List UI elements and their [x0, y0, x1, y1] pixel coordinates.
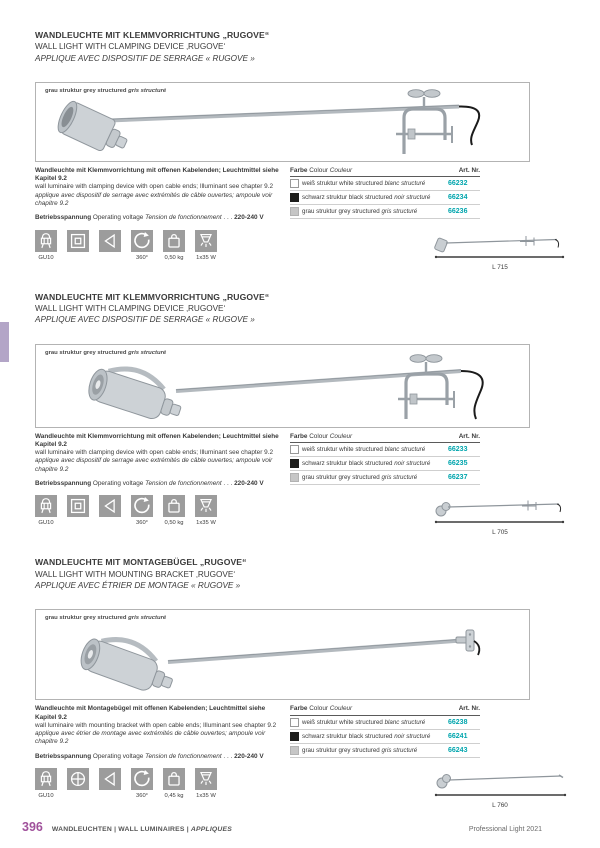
- section-title-en: WALL LIGHT WITH CLAMPING DEVICE ‚RUGOVE‘: [35, 42, 226, 52]
- image-caption: [45, 88, 166, 94]
- table-header-artnr: Art. Nr.: [458, 166, 480, 174]
- section-titles: [35, 557, 570, 591]
- caption-en: grey structured: [83, 349, 127, 356]
- product-image-box: [35, 609, 530, 700]
- spec-weight: [163, 230, 185, 261]
- voltage-line: [35, 480, 285, 488]
- spec-label: 360°: [136, 520, 148, 527]
- product-illustration-clamp-spot: [36, 83, 529, 161]
- table-header-artnr: Art. Nr.: [458, 432, 480, 440]
- spec-gu10: [35, 230, 57, 261]
- color-label-en: grey structured: [338, 746, 380, 754]
- spec-adjustable: [99, 230, 121, 261]
- lamp-wattage-icon: [195, 230, 217, 252]
- section-title-de: WANDLEUCHTE MIT MONTAGEBÜGEL „RUGOVE“: [35, 557, 247, 568]
- caption-de: grau struktur: [45, 349, 82, 356]
- color-article-table: [290, 433, 480, 489]
- spec-rotation: [131, 230, 153, 261]
- dimension-label: L 705: [492, 529, 508, 537]
- table-header-colour: Colour: [309, 166, 329, 174]
- product-illustration-bracket-spot: [36, 610, 529, 699]
- adjustable-tilt-icon: [99, 768, 121, 790]
- color-label-de: weiß struktur: [302, 718, 338, 726]
- table-row: [290, 716, 480, 730]
- color-label-fr: gris structuré: [381, 208, 418, 216]
- voltage-label-fr: Tension de fonctionnement: [145, 752, 222, 760]
- color-label-fr: gris structuré: [381, 474, 418, 482]
- spec-wattage: [195, 230, 217, 261]
- color-label-en: black structured: [348, 460, 393, 468]
- spec-protection-class: [67, 230, 89, 261]
- spec-gu10: [35, 495, 57, 526]
- color-label-en: white structured: [339, 718, 383, 726]
- description-de: Wandleuchte mit Klemmvorrichtung mit offenen Kabelenden; Leuchtmittel siehe Kapitel 9.2: [35, 432, 279, 448]
- voltage-value: 220-240 V: [234, 214, 264, 222]
- product-description: [35, 705, 285, 761]
- article-number: 66236: [448, 208, 468, 216]
- article-number: 66237: [448, 474, 468, 482]
- voltage-value: 220-240 V: [234, 480, 264, 488]
- color-label-fr: noir structuré: [394, 732, 431, 740]
- section-title-de: WANDLEUCHTE MIT KLEMMVORRICHTUNG „RUGOVE“: [35, 291, 270, 302]
- protection-class-ii-icon: [67, 230, 89, 252]
- gu10-socket-icon: [35, 495, 57, 517]
- color-article-table: [290, 705, 480, 761]
- spec-icons-row: [35, 768, 217, 799]
- color-swatch-grey: [290, 746, 299, 755]
- spec-wattage: [195, 768, 217, 799]
- table-row: [290, 471, 480, 485]
- spec-icons-row: [35, 230, 217, 261]
- voltage-dots: . . .: [223, 480, 233, 488]
- color-label-de: schwarz struktur: [302, 194, 348, 202]
- voltage-line: [35, 214, 285, 222]
- spec-weight: [163, 495, 185, 526]
- description-en: wall luminaire with mounting bracket with open cable ends; Illuminant see chapter 9.2: [35, 721, 277, 729]
- spec-mounting: [67, 768, 89, 799]
- spec-adjustable: [99, 495, 121, 526]
- color-swatch-white: [290, 718, 299, 727]
- voltage-label-de: Betriebsspannung: [35, 214, 92, 222]
- section-body: [35, 433, 570, 489]
- article-number: 66241: [448, 732, 468, 740]
- image-caption: [45, 350, 166, 356]
- color-label-en: black structured: [348, 732, 393, 740]
- table-header: [290, 167, 480, 178]
- color-label-en: black structured: [348, 194, 393, 202]
- product-illustration-clamp-doublespot: [36, 345, 529, 427]
- description-fr: applique avec dispositif de serrage avec extrémités de câble ouvertes; ampoule voir chapitre 9.2: [35, 191, 273, 208]
- product-description: [35, 167, 285, 223]
- section-body: [35, 167, 570, 223]
- color-label-fr: blanc structuré: [384, 180, 426, 188]
- mounting-screw-icon: [67, 768, 89, 790]
- article-number: 66235: [448, 460, 468, 468]
- table-header-farbe: Farbe: [290, 705, 308, 713]
- footer-edition: Professional Light 2021: [468, 826, 542, 833]
- section-specs: [35, 495, 570, 536]
- footer-category-main: WANDLEUCHTEN | WALL LUMINAIRES |: [51, 826, 189, 833]
- color-label-en: grey structured: [338, 208, 380, 216]
- table-row: [290, 744, 480, 758]
- color-swatch-black: [290, 459, 299, 468]
- footer-category: [52, 826, 232, 833]
- section-title-fr: APPLIQUE AVEC DISPOSITIF DE SERRAGE « RUGOVE »: [35, 53, 255, 63]
- weight-icon: [163, 495, 185, 517]
- voltage-label-en: Operating voltage: [92, 752, 144, 760]
- color-label-de: grau struktur: [302, 208, 337, 216]
- protection-class-ii-icon: [67, 495, 89, 517]
- chapter-side-tab: [0, 322, 9, 362]
- weight-icon: [163, 230, 185, 252]
- spec-weight: [163, 768, 185, 799]
- caption-de: grau struktur: [45, 87, 82, 94]
- adjustable-tilt-icon: [99, 495, 121, 517]
- table-header-artnr: Art. Nr.: [458, 705, 480, 713]
- product-image-box: [35, 344, 530, 428]
- table-header-colour: Colour: [309, 705, 329, 713]
- color-swatch-black: [290, 732, 299, 741]
- spec-label: 360°: [136, 254, 148, 261]
- voltage-label-fr: Tension de fonctionnement: [145, 480, 222, 488]
- spec-adjustable: [99, 768, 121, 799]
- spec-gu10: [35, 768, 57, 799]
- spec-wattage: [195, 495, 217, 526]
- rotation-360-icon: [131, 230, 153, 252]
- rotation-360-icon: [131, 495, 153, 517]
- voltage-dots: . . .: [223, 752, 233, 760]
- dimension-label: L 715: [492, 263, 508, 271]
- color-label-fr: noir structuré: [394, 460, 431, 468]
- gu10-socket-icon: [35, 768, 57, 790]
- section-body: [35, 705, 570, 761]
- article-number: 66234: [448, 194, 468, 202]
- product-section-rugove-clamp-2: [35, 292, 570, 537]
- table-header-couleur: Couleur: [329, 166, 353, 174]
- color-label-en: white structured: [339, 446, 383, 454]
- description-fr: applique avec étrier de montage avec extrémités de câble ouvertes; ampoule voir chapitre 9.2: [35, 730, 266, 746]
- color-label-en: grey structured: [338, 474, 380, 482]
- spec-label: GU10: [38, 254, 54, 261]
- table-row: [290, 205, 480, 219]
- spec-label: 0,50 kg: [164, 254, 184, 261]
- lamp-wattage-icon: [195, 768, 217, 790]
- spec-rotation: [131, 768, 153, 799]
- caption-fr: gris structuré: [128, 87, 167, 94]
- spec-label: GU10: [38, 793, 54, 800]
- section-titles: [35, 30, 570, 64]
- section-title-en: WALL LIGHT WITH MOUNTING BRACKET ‚RUGOVE‘: [35, 569, 236, 579]
- table-header: [290, 705, 480, 716]
- dimension-figure: [430, 768, 570, 809]
- color-swatch-grey: [290, 473, 299, 482]
- voltage-line: [35, 753, 285, 761]
- rotation-360-icon: [131, 768, 153, 790]
- description-en: wall luminaire with clamping device with open cable ends; Illuminant see chapter 9.2: [35, 449, 274, 457]
- caption-en: grey structured: [83, 87, 127, 94]
- section-title-fr: APPLIQUE AVEC DISPOSITIF DE SERRAGE « RUGOVE »: [35, 315, 255, 325]
- article-number: 66233: [448, 446, 468, 454]
- table-header-colour: Colour: [309, 432, 329, 440]
- table-header-farbe: Farbe: [290, 166, 308, 174]
- spec-label: 1x35 W: [196, 254, 216, 261]
- section-title-en: WALL LIGHT WITH CLAMPING DEVICE ‚RUGOVE‘: [35, 303, 226, 313]
- spec-label: 360°: [136, 793, 148, 800]
- color-label-de: schwarz struktur: [302, 732, 348, 740]
- description-de: Wandleuchte mit Klemmvorrichtung mit offenen Kabelenden; Leuchtmittel siehe Kapitel 9.2: [35, 166, 279, 183]
- page-number: 396: [22, 820, 43, 834]
- dimension-drawing: [433, 497, 568, 527]
- article-number: 66232: [448, 180, 468, 188]
- table-row: [290, 457, 480, 471]
- voltage-label-fr: Tension de fonctionnement: [145, 214, 222, 222]
- voltage-label-en: Operating voltage: [92, 480, 144, 488]
- lamp-wattage-icon: [195, 495, 217, 517]
- voltage-value: 220-240 V: [234, 752, 264, 760]
- gu10-socket-icon: [35, 230, 57, 252]
- image-caption: [45, 615, 166, 621]
- adjustable-tilt-icon: [99, 230, 121, 252]
- section-titles: [35, 292, 570, 326]
- dimension-figure: [430, 230, 570, 271]
- table-row: [290, 730, 480, 744]
- voltage-label-en: Operating voltage: [92, 214, 144, 222]
- caption-de: grau struktur: [45, 615, 82, 622]
- spec-label: 0,50 kg: [164, 520, 184, 527]
- voltage-dots: . . .: [223, 214, 233, 222]
- voltage-label-de: Betriebsspannung: [35, 480, 92, 488]
- table-header-couleur: Couleur: [329, 432, 353, 440]
- color-label-de: grau struktur: [302, 474, 337, 482]
- spec-rotation: [131, 495, 153, 526]
- table-row: [290, 191, 480, 205]
- color-label-de: weiß struktur: [302, 180, 338, 188]
- color-label-fr: blanc structuré: [384, 446, 426, 454]
- article-number: 66238: [448, 718, 468, 726]
- caption-fr: gris structuré: [128, 615, 167, 622]
- color-label-de: schwarz struktur: [302, 460, 348, 468]
- section-specs: [35, 768, 570, 809]
- section-title-de: WANDLEUCHTE MIT KLEMMVORRICHTUNG „RUGOVE“: [35, 30, 270, 40]
- color-label-fr: noir structuré: [394, 194, 431, 202]
- footer-category-fr: APPLIQUES: [190, 826, 232, 833]
- color-label-fr: gris structuré: [381, 746, 418, 754]
- description-fr: applique avec dispositif de serrage avec extrémités de câble ouvertes; ampoule voir chapitre 9.2: [35, 457, 273, 473]
- dimension-drawing: [433, 232, 568, 262]
- color-swatch-white: [290, 179, 299, 188]
- product-image-box: [35, 82, 530, 162]
- color-label-de: grau struktur: [302, 746, 337, 754]
- dimension-figure: [430, 495, 570, 536]
- description-de: Wandleuchte mit Montagebügel mit offenen Kabelenden; Leuchtmittel siehe Kapitel 9.2: [35, 705, 266, 721]
- section-specs: [35, 230, 570, 271]
- table-row: [290, 177, 480, 191]
- spec-protection-class: [67, 495, 89, 526]
- table-header-couleur: Couleur: [329, 705, 353, 713]
- product-section-rugove-clamp-1: [35, 30, 570, 271]
- caption-fr: gris structuré: [128, 349, 167, 356]
- spec-label: 1x35 W: [196, 793, 216, 800]
- color-article-table: [290, 167, 480, 223]
- spec-label: GU10: [38, 520, 54, 527]
- table-header-farbe: Farbe: [290, 432, 308, 440]
- product-description: [35, 433, 285, 489]
- section-title-fr: APPLIQUE AVEC ÉTRIER DE MONTAGE « RUGOVE »: [35, 580, 241, 590]
- table-row: [290, 443, 480, 457]
- color-swatch-black: [290, 193, 299, 202]
- description-en: wall luminaire with clamping device with open cable ends; Illuminant see chapter 9.2: [35, 183, 274, 191]
- spec-icons-row: [35, 495, 217, 526]
- article-number: 66243: [448, 746, 468, 754]
- color-label-en: white structured: [339, 180, 383, 188]
- caption-en: grey structured: [83, 615, 127, 622]
- color-swatch-grey: [290, 207, 299, 216]
- weight-icon: [163, 768, 185, 790]
- dimension-drawing: [433, 770, 568, 800]
- page-footer: [22, 820, 542, 834]
- color-label-fr: blanc structuré: [384, 718, 426, 726]
- color-label-de: weiß struktur: [302, 446, 338, 454]
- voltage-label-de: Betriebsspannung: [35, 752, 92, 760]
- product-section-rugove-bracket: [35, 557, 570, 809]
- spec-label: 1x35 W: [196, 520, 216, 527]
- table-header: [290, 433, 480, 444]
- spec-label: 0,45 kg: [164, 793, 184, 800]
- color-swatch-white: [290, 445, 299, 454]
- dimension-label: L 760: [492, 802, 508, 810]
